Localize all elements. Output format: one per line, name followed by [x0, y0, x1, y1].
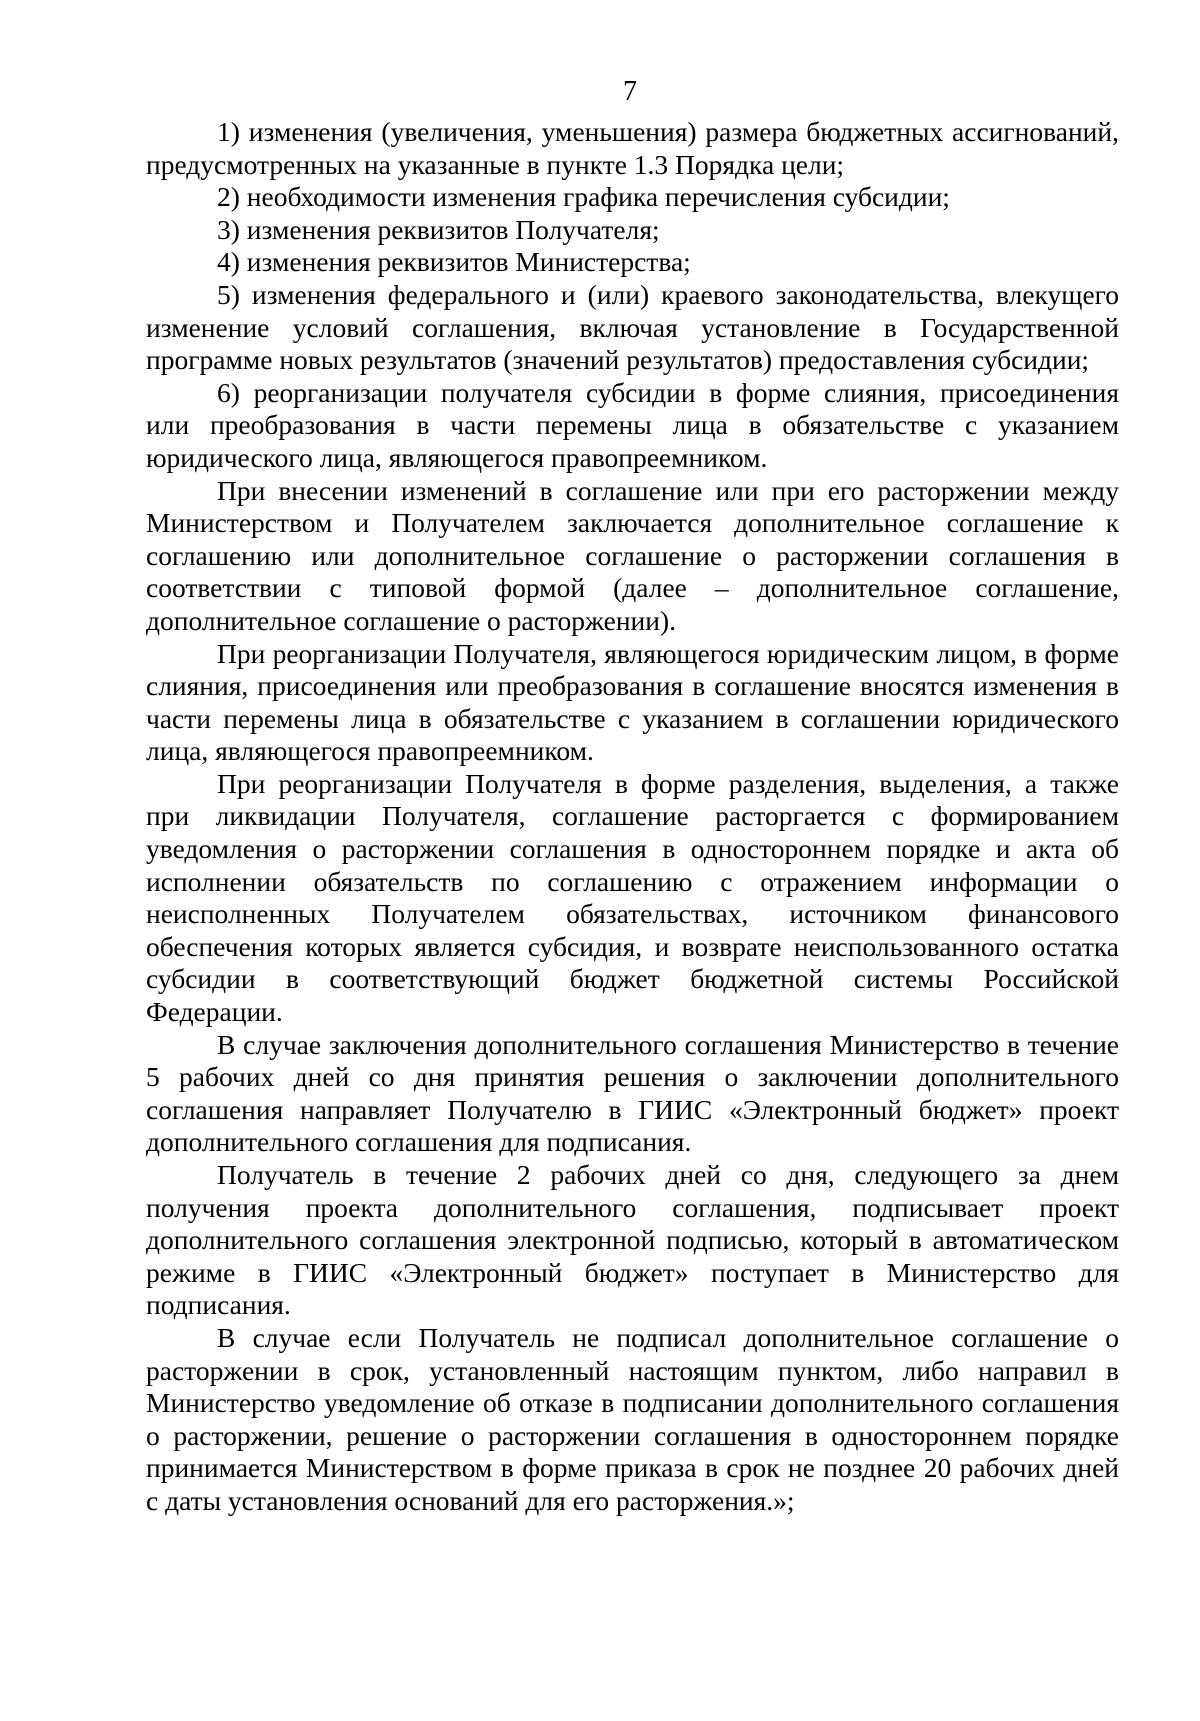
paragraph-item-4: 4) изменения реквизитов Министерства;	[217, 246, 691, 278]
paragraph-reorganization-separation: При реорганизации Получателя в форме разделения, выделения, а также при ликвидации Получателя, соглашение расторгается с формированием уведомления о расторжении соглашения в одностороннем порядке и акта об исполнении обязательств по соглашению с отражением информации о неисполненных Получателем обязательствах, источником финансового обеспечения которых является субсидия, и возврате неиспользованного остатка субсидии в соответствующий бюджет бюджетной системы Российской Федерации.	[146, 767, 1119, 1028]
paragraph-item-1: 1) изменения (увеличения, уменьшения) размера бюджетных ассигнований, предусмотренных на указанные в пункте 1.3 Порядка цели;	[146, 116, 1119, 180]
paragraph-recipient-signs: Получатель в течение 2 рабочих дней со дня, следующего за днем получения проекта дополнительного соглашения, подписывает проект дополнительного соглашения электронной подписью, который в автоматическом режиме в ГИИС «Электронный бюджет» поступает в Министерство для подписания.	[146, 1159, 1119, 1321]
paragraph-ministry-sends-draft: В случае заключения дополнительного соглашения Министерство в течение 5 рабочих дней со дня принятия решения о заключении дополнительного соглашения направляет Получателю в ГИИС «Электронный бюджет» проект дополнительного соглашения для подписания.	[146, 1028, 1119, 1158]
paragraph-item-2: 2) необходимости изменения графика перечисления субсидии;	[217, 181, 950, 213]
paragraph-item-3: 3) изменения реквизитов Получателя;	[217, 213, 660, 245]
paragraph-reorganization-legal-entity: При реорганизации Получателя, являющегося юридическим лицом, в форме слияния, присоединения или преобразования в соглашение вносятся изменения в части перемены лица в обязательстве с указанием в соглашении юридического лица, являющегося правопреемником.	[146, 637, 1119, 767]
paragraph-amendment-agreement: При внесении изменений в соглашение или при его расторжении между Министерством и Получателем заключается дополнительное соглашение к соглашению или дополнительное соглашение о расторжении соглашения в соответствии с типовой формой (далее – дополнительное соглашение, дополнительное соглашение о расторжении).	[146, 474, 1119, 636]
paragraph-item-6: 6) реорганизации получателя субсидии в форме слияния, присоединения или преобразования в части перемены лица в обязательстве с указанием юридического лица, являющегося правопреемником.	[146, 376, 1119, 473]
document-body	[146, 116, 1119, 1518]
page-number: 7	[623, 76, 637, 107]
paragraph-item-5: 5) изменения федерального и (или) краевого законодательства, влекущего изменение условий соглашения, включая установление в Государственной программе новых результатов (значений результатов) предоставления субсидии;	[146, 278, 1119, 376]
paragraph-unilateral-termination: В случае если Получатель не подписал дополнительное соглашение о расторжении в срок, установленный настоящим пунктом, либо направил в Министерство уведомление об отказе в подписании дополнительного соглашения о расторжении, решение о расторжении соглашения в одностороннем порядке принимается Министерством в форме приказа в срок не позднее 20 рабочих дней с даты установления оснований для его расторжения.»;	[146, 1321, 1119, 1516]
